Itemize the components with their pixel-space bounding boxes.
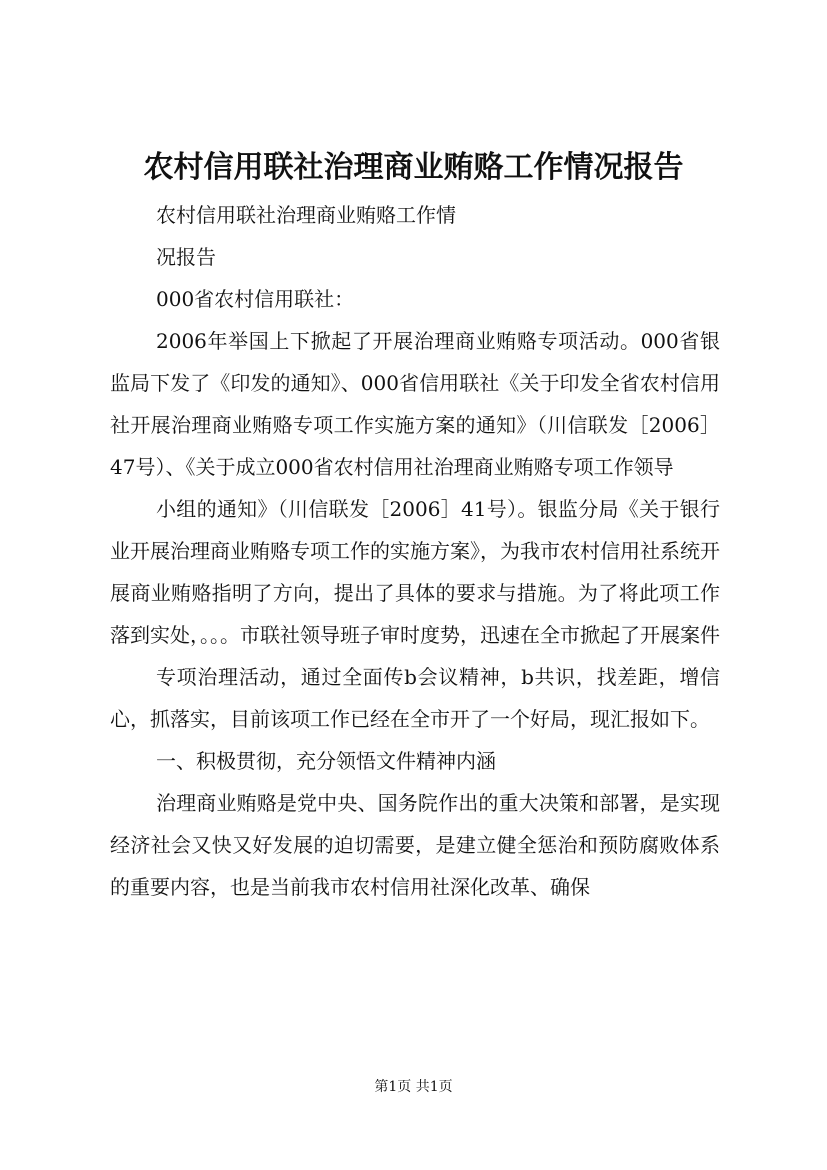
paragraph-salutation: 000省农村信用联社： [156, 287, 355, 311]
paragraph-intro: 2006年举国上下掀起了开展治理商业贿赂专项活动。000省银监局下发了《印发的通知》、000省信用联社《关于印发全省农村信用社开展治理商业贿赂专项工作实施方案的通知》（川信联发［2006］47号）、《关于成立000省农村信用社治理商业贿赂专项工作领导 [110, 329, 720, 479]
page-footer: 第1页 共1页 [374, 1079, 453, 1095]
paragraph-section-1: 治理商业贿赂是党中央、国务院作出的重大决策和部署，是实现经济社会又快又好发展的迫切需要，是建立健全惩治和预防腐败体系的重要内容，也是当前我市农村信用社深化改革、确保 [110, 791, 720, 899]
paragraph-activity: 专项治理活动，通过全面传b会议精神，b共识，找差距，增信心，抓落实，目前该项工作已经在全市开了一个好局，现汇报如下。 [110, 665, 720, 731]
paragraph-notice: 小组的通知》（川信联发［2006］41号）。银监分局《关于银行业开展治理商业贿赂专项工作的实施方案》，为我市农村信用社系统开展商业贿赂指明了方向，提出了具体的要求与措施。为了将此项工作落到实处，。。。市联社领导班子审时度势，迅速在全市掀起了开展案件 [110, 497, 720, 647]
document-body [110, 194, 720, 908]
document-title: 农村信用联社治理商业贿赂工作情况报告 [143, 150, 684, 185]
paragraph-subtitle-line1: 农村信用联社治理商业贿赂工作情 [156, 203, 456, 227]
section-heading-1: 一、积极贯彻，充分领悟文件精神内涵 [156, 749, 496, 773]
paragraph-subtitle-line2: 况报告 [156, 245, 216, 269]
